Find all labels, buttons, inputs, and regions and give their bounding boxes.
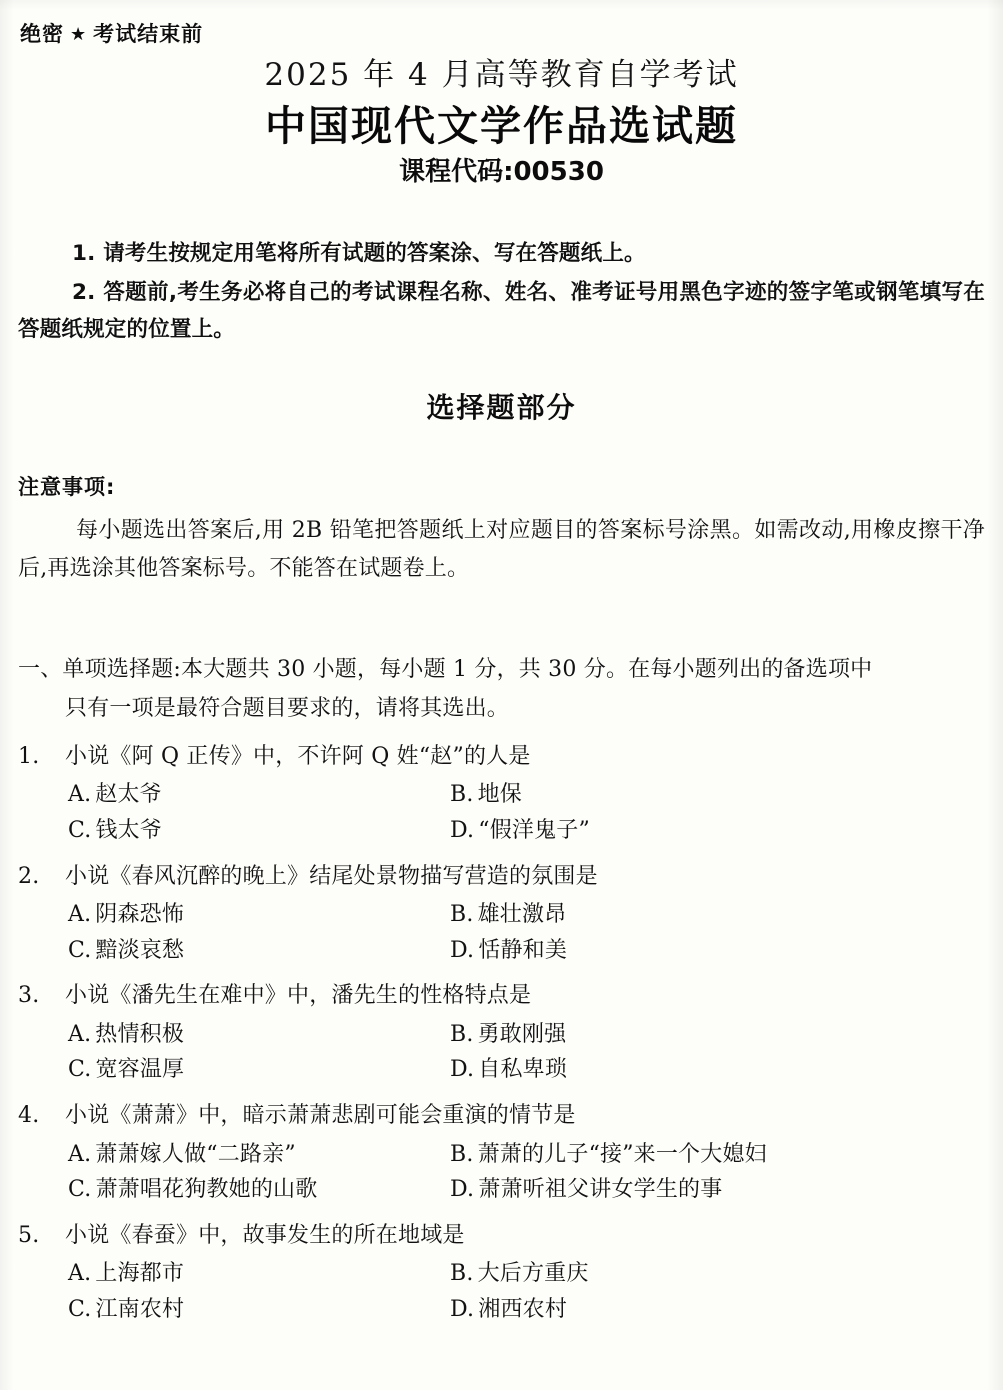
option-a[interactable] [18, 1017, 450, 1053]
front-instructions [18, 236, 985, 351]
option-group [18, 1017, 985, 1088]
question-list [18, 740, 985, 1338]
option-label: 湘西农村 [478, 1296, 568, 1322]
question-item [18, 860, 985, 969]
option-label: 自私卑琐 [478, 1057, 568, 1083]
option-row [18, 1256, 985, 1292]
option-b[interactable] [450, 1137, 985, 1173]
option-row [18, 933, 985, 969]
question-text: 小说《潘先生在难中》中，潘先生的性格特点是 [65, 983, 532, 1009]
option-letter: A. [68, 782, 92, 808]
question-number: 2. [18, 863, 40, 889]
option-d[interactable] [450, 813, 985, 849]
option-label: 萧萧的儿子“接”来一个大媳妇 [477, 1141, 767, 1167]
option-label: 萧萧听祖父讲女学生的事 [478, 1177, 723, 1203]
option-row [18, 1137, 985, 1173]
option-b[interactable] [450, 1017, 985, 1053]
option-label: 恬静和美 [478, 937, 568, 963]
question-item [18, 740, 985, 849]
option-b[interactable] [450, 897, 985, 933]
question-stem [18, 1099, 985, 1132]
question-group-intro-line: 一、单项选择题:本大题共 30 小题，每小题 1 分，共 30 分。在每小题列出的备选项中 [18, 657, 873, 682]
option-label: 地保 [477, 782, 522, 808]
option-label: 黯淡哀愁 [95, 937, 185, 963]
option-a[interactable] [18, 777, 450, 813]
option-letter: C. [68, 1296, 92, 1322]
option-label: 宽容温厚 [95, 1057, 185, 1083]
option-label: 江南农村 [95, 1296, 185, 1322]
exam-session-line: 2025 年 4 月高等教育自学考试 [264, 57, 739, 93]
option-letter: D. [450, 818, 475, 844]
option-c[interactable] [18, 1172, 450, 1208]
secrecy-notice [20, 18, 203, 48]
option-group [18, 1256, 985, 1327]
option-letter: A. [68, 1261, 92, 1287]
option-row [18, 897, 985, 933]
option-letter: B. [450, 1261, 474, 1287]
option-letter: A. [68, 1141, 92, 1167]
star-icon: ★ [70, 24, 88, 45]
question-item [18, 1219, 985, 1328]
secrecy-prefix: 绝密 [20, 22, 64, 46]
section-heading: 选择题部分 [426, 391, 577, 424]
option-letter: C. [68, 818, 92, 844]
option-row [18, 1017, 985, 1053]
option-c[interactable] [18, 1052, 450, 1088]
option-group [18, 777, 985, 848]
option-letter: B. [450, 1021, 474, 1047]
option-label: “假洋鬼子” [478, 818, 590, 844]
option-d[interactable] [450, 1292, 985, 1328]
option-label: 雄壮激昂 [477, 902, 567, 928]
question-text: 小说《阿 Q 正传》中，不许阿 Q 姓“赵”的人是 [65, 744, 531, 769]
question-item [18, 979, 985, 1088]
option-row [18, 813, 985, 849]
option-c[interactable] [18, 1292, 450, 1328]
option-letter: C. [68, 1177, 92, 1203]
option-letter: B. [450, 1141, 474, 1167]
attention-body: 每小题选出答案后,用 2B 铅笔把答题纸上对应题目的答案标号涂黑。如需改动,用橡皮擦干净后,再选涂其他答案标号。不能答在试题卷上。 [18, 518, 985, 582]
option-letter: D. [450, 1057, 475, 1083]
option-letter: A. [68, 902, 92, 928]
question-number: 1. [18, 744, 40, 769]
option-group [18, 1137, 985, 1208]
course-code: 课程代码:00530 [399, 157, 604, 187]
option-row [18, 1172, 985, 1208]
question-stem [18, 979, 985, 1012]
front-instruction-item: 2. 答题前,考生务必将自己的考试课程名称、姓名、准考证号用黑色字迹的签字笔或钢笔填写在答题纸规定的位置上。 [18, 279, 985, 342]
option-a[interactable] [18, 1137, 450, 1173]
option-c[interactable] [18, 813, 450, 849]
option-a[interactable] [18, 1256, 450, 1292]
title-block [0, 56, 1003, 190]
option-label: 勇敢刚强 [477, 1021, 567, 1047]
option-label: 萧萧唱花狗教她的山歌 [95, 1177, 318, 1203]
option-group [18, 897, 985, 968]
option-label: 赵太爷 [95, 782, 162, 808]
option-letter: D. [450, 1296, 475, 1322]
option-label: 阴森恐怖 [95, 902, 185, 928]
option-d[interactable] [450, 1052, 985, 1088]
option-a[interactable] [18, 897, 450, 933]
attention-label: 注意事项: [18, 475, 116, 499]
question-stem [18, 860, 985, 893]
option-d[interactable] [450, 933, 985, 969]
option-c[interactable] [18, 933, 450, 969]
question-stem [18, 740, 985, 773]
question-text: 小说《春蚕》中，故事发生的所在地域是 [65, 1222, 465, 1248]
option-letter: C. [68, 1057, 92, 1083]
question-number: 4. [18, 1103, 40, 1129]
option-row [18, 1052, 985, 1088]
front-instruction-item: 1. 请考生按规定用笔将所有试题的答案涂、写在答题纸上。 [72, 241, 646, 266]
option-label: 大后方重庆 [477, 1261, 589, 1287]
option-letter: B. [450, 902, 474, 928]
question-text: 小说《萧萧》中，暗示萧萧悲剧可能会重演的情节是 [65, 1103, 576, 1129]
option-b[interactable] [450, 1256, 985, 1292]
option-letter: C. [68, 937, 92, 963]
page-title: 中国现代文学作品选试题 [265, 101, 738, 150]
question-number: 3. [18, 983, 40, 1009]
question-group-intro [18, 650, 958, 728]
option-letter: D. [450, 937, 475, 963]
option-letter: A. [68, 1021, 92, 1047]
option-row [18, 1292, 985, 1328]
option-label: 热情积极 [95, 1021, 185, 1047]
option-label: 上海都市 [95, 1261, 185, 1287]
option-label: 萧萧嫁人做“二路亲” [95, 1141, 296, 1167]
option-d[interactable] [450, 1172, 985, 1208]
option-row [18, 777, 985, 813]
question-stem [18, 1219, 985, 1252]
option-b[interactable] [450, 777, 985, 813]
secrecy-suffix: 考试结束前 [93, 22, 204, 46]
option-label: 钱太爷 [95, 818, 163, 844]
option-letter: D. [450, 1177, 475, 1203]
option-letter: B. [450, 782, 474, 808]
question-group-intro-line: 只有一项是最符合题目要求的，请将其选出。 [65, 696, 510, 722]
question-number: 5. [18, 1222, 40, 1248]
question-text: 小说《春风沉醉的晚上》结尾处景物描写营造的氛围是 [65, 863, 598, 889]
question-item [18, 1099, 985, 1208]
